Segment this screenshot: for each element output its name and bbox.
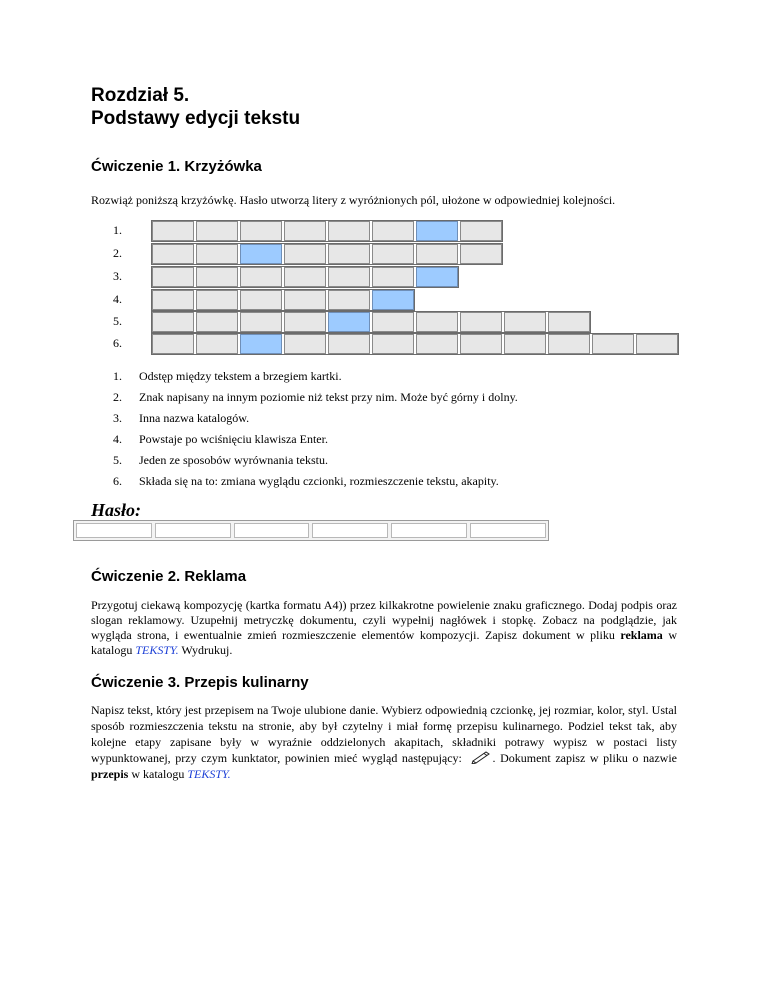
password-grid <box>73 520 549 541</box>
crossword-cell[interactable] <box>460 221 502 241</box>
crossword-cell[interactable] <box>152 312 194 332</box>
chapter-title <box>91 84 300 130</box>
crossword-cell-highlighted[interactable] <box>416 267 458 287</box>
clue-text: Jeden ze sposobów wyrównania tekstu. <box>139 453 328 467</box>
crossword-cell-highlighted[interactable] <box>240 334 282 354</box>
crossword-cell[interactable] <box>460 312 502 332</box>
crossword-cell[interactable] <box>372 244 414 264</box>
exercise-2-text <box>91 598 677 658</box>
crossword-row-number: 3. <box>113 269 122 283</box>
crossword-cell-highlighted[interactable] <box>416 221 458 241</box>
crossword-cell[interactable] <box>152 221 194 241</box>
crossword-row-number: 1. <box>113 223 122 237</box>
password-cell[interactable] <box>234 523 310 538</box>
crossword-cell[interactable] <box>416 244 458 264</box>
crossword-cell[interactable] <box>372 334 414 354</box>
crossword-cell[interactable] <box>196 290 238 310</box>
exercise-2-filename: reklama <box>620 628 663 642</box>
crossword-cell[interactable] <box>548 334 590 354</box>
crossword-cell[interactable] <box>284 312 326 332</box>
exercise-3-text-part1: Napisz tekst, który jest przepisem na Twoje ulubione danie. Wybierz odpowiednią czcionkę, jej rozmiar, kolor, styl. Ustal sposób rozmieszczenia tekstu na stronie, aby był czytelny i miał formę przepisu kulinarnego. Podziel tekst tak, aby kolejne etapy zapisane były w wyraźnie oddzielonych akapitach, składniki potrawy wypisz w postaci listy wypunktowanej, przy czym kunktator, powinien mieć wygląd następujący: <box>91 703 677 765</box>
clue-number: 1. <box>113 369 122 383</box>
exercise-3-text-part3: w katalogu <box>128 767 188 781</box>
crossword-cell[interactable] <box>460 244 502 264</box>
exercise-1-intro: Rozwiąż poniższą krzyżówkę. Hasło utworzą litery z wyróżnionych pól, ułożone w odpowiedniej kolejności. <box>91 193 616 207</box>
crossword-cells <box>151 220 503 242</box>
crossword-cell[interactable] <box>152 244 194 264</box>
crossword-cell[interactable] <box>152 334 194 354</box>
crossword-cell[interactable] <box>240 267 282 287</box>
crossword-cell[interactable] <box>152 267 194 287</box>
clue-text: Znak napisany na innym poziomie niż tekst przy nim. Może być górny i dolny. <box>139 390 518 404</box>
crossword-cell-highlighted[interactable] <box>328 312 370 332</box>
exercise-3-folder: TEKSTY. <box>187 767 231 781</box>
crossword-cells <box>151 311 591 333</box>
crossword-cell[interactable] <box>328 267 370 287</box>
exercise-2-text-part1: Przygotuj ciekawą kompozycję (kartka formatu A4)) przez kilkakrotne powielenie znaku graficznego. Dodaj podpis oraz slogan reklamowy. Uzupełnij metryczkę dokumentu, czyli wypełnij nagłówek i stopkę. Zobacz na podglądzie, jak wygląda strona, i ewentualnie zmień rozmieszczenie elementów kompozycji. Zapisz dokument w pliku <box>91 598 677 642</box>
chapter-name: Podstawy edycji tekstu <box>91 108 301 129</box>
exercise-3-text <box>91 702 677 782</box>
crossword-cell[interactable] <box>196 267 238 287</box>
chapter-number: Rozdział 5. <box>91 85 190 106</box>
clue-number: 4. <box>113 432 122 446</box>
crossword-cell[interactable] <box>284 334 326 354</box>
crossword-cell[interactable] <box>636 334 678 354</box>
crossword-cell[interactable] <box>196 334 238 354</box>
crossword-cell[interactable] <box>372 312 414 332</box>
crossword-cell[interactable] <box>196 244 238 264</box>
exercise-2-folder: TEKSTY. <box>135 643 179 657</box>
crossword-row-number: 6. <box>113 336 122 350</box>
crossword-cell[interactable] <box>504 334 546 354</box>
clue-number: 3. <box>113 411 122 425</box>
crossword-cell[interactable] <box>460 334 502 354</box>
crossword-cell[interactable] <box>328 221 370 241</box>
password-cell[interactable] <box>155 523 231 538</box>
crossword-cell[interactable] <box>328 244 370 264</box>
crossword-cells <box>151 243 503 265</box>
crossword-cell[interactable] <box>284 221 326 241</box>
crossword-cell[interactable] <box>416 312 458 332</box>
crossword-cell[interactable] <box>548 312 590 332</box>
crossword-cell[interactable] <box>504 312 546 332</box>
crossword-cells <box>151 266 459 288</box>
clue-text: Składa się na to: zmiana wyglądu czcionki, rozmieszczenie tekstu, akapity. <box>139 474 499 488</box>
crossword-row-number: 5. <box>113 314 122 328</box>
password-cell[interactable] <box>391 523 467 538</box>
crossword-cell-highlighted[interactable] <box>240 244 282 264</box>
clue-text: Odstęp między tekstem a brzegiem kartki. <box>139 369 342 383</box>
crossword-cell-highlighted[interactable] <box>372 290 414 310</box>
clue-number: 5. <box>113 453 122 467</box>
crossword-cell[interactable] <box>240 290 282 310</box>
password-cell[interactable] <box>312 523 388 538</box>
crossword-cell[interactable] <box>240 221 282 241</box>
clue-text: Inna nazwa katalogów. <box>139 411 250 425</box>
password-cell[interactable] <box>470 523 546 538</box>
crossword-cell[interactable] <box>284 290 326 310</box>
crossword-cell[interactable] <box>416 334 458 354</box>
crossword-cell[interactable] <box>284 267 326 287</box>
crossword-cell[interactable] <box>328 334 370 354</box>
exercise-2-text-part2: w katalogu <box>91 628 677 657</box>
exercise-2-text-part3: Wydrukuj. <box>178 643 233 657</box>
crossword-row-number: 2. <box>113 246 122 260</box>
crossword-cell[interactable] <box>240 312 282 332</box>
pen-icon <box>470 750 492 764</box>
exercise-3-filename: przepis <box>91 767 129 781</box>
exercise-3-text-part2: . Dokument zapisz w pliku o nazwie <box>492 751 677 765</box>
clue-text: Powstaje po wciśnięciu klawisza Enter. <box>139 432 328 446</box>
password-cell[interactable] <box>76 523 152 538</box>
crossword-cell[interactable] <box>196 221 238 241</box>
exercise-1-title: Ćwiczenie 1. Krzyżówka <box>91 158 262 175</box>
password-label: Hasło: <box>91 500 142 520</box>
clue-number: 6. <box>113 474 122 488</box>
crossword-cell[interactable] <box>152 290 194 310</box>
crossword-cells <box>151 289 415 311</box>
clue-number: 2. <box>113 390 122 404</box>
crossword-cell[interactable] <box>284 244 326 264</box>
exercise-3-title: Ćwiczenie 3. Przepis kulinarny <box>91 674 309 691</box>
exercise-2-title: Ćwiczenie 2. Reklama <box>91 568 247 585</box>
crossword-cell[interactable] <box>328 290 370 310</box>
crossword-cell[interactable] <box>196 312 238 332</box>
crossword-cells <box>151 333 679 355</box>
crossword-cell[interactable] <box>372 267 414 287</box>
crossword-row-number: 4. <box>113 292 122 306</box>
crossword-cell[interactable] <box>372 221 414 241</box>
crossword-cell[interactable] <box>592 334 634 354</box>
